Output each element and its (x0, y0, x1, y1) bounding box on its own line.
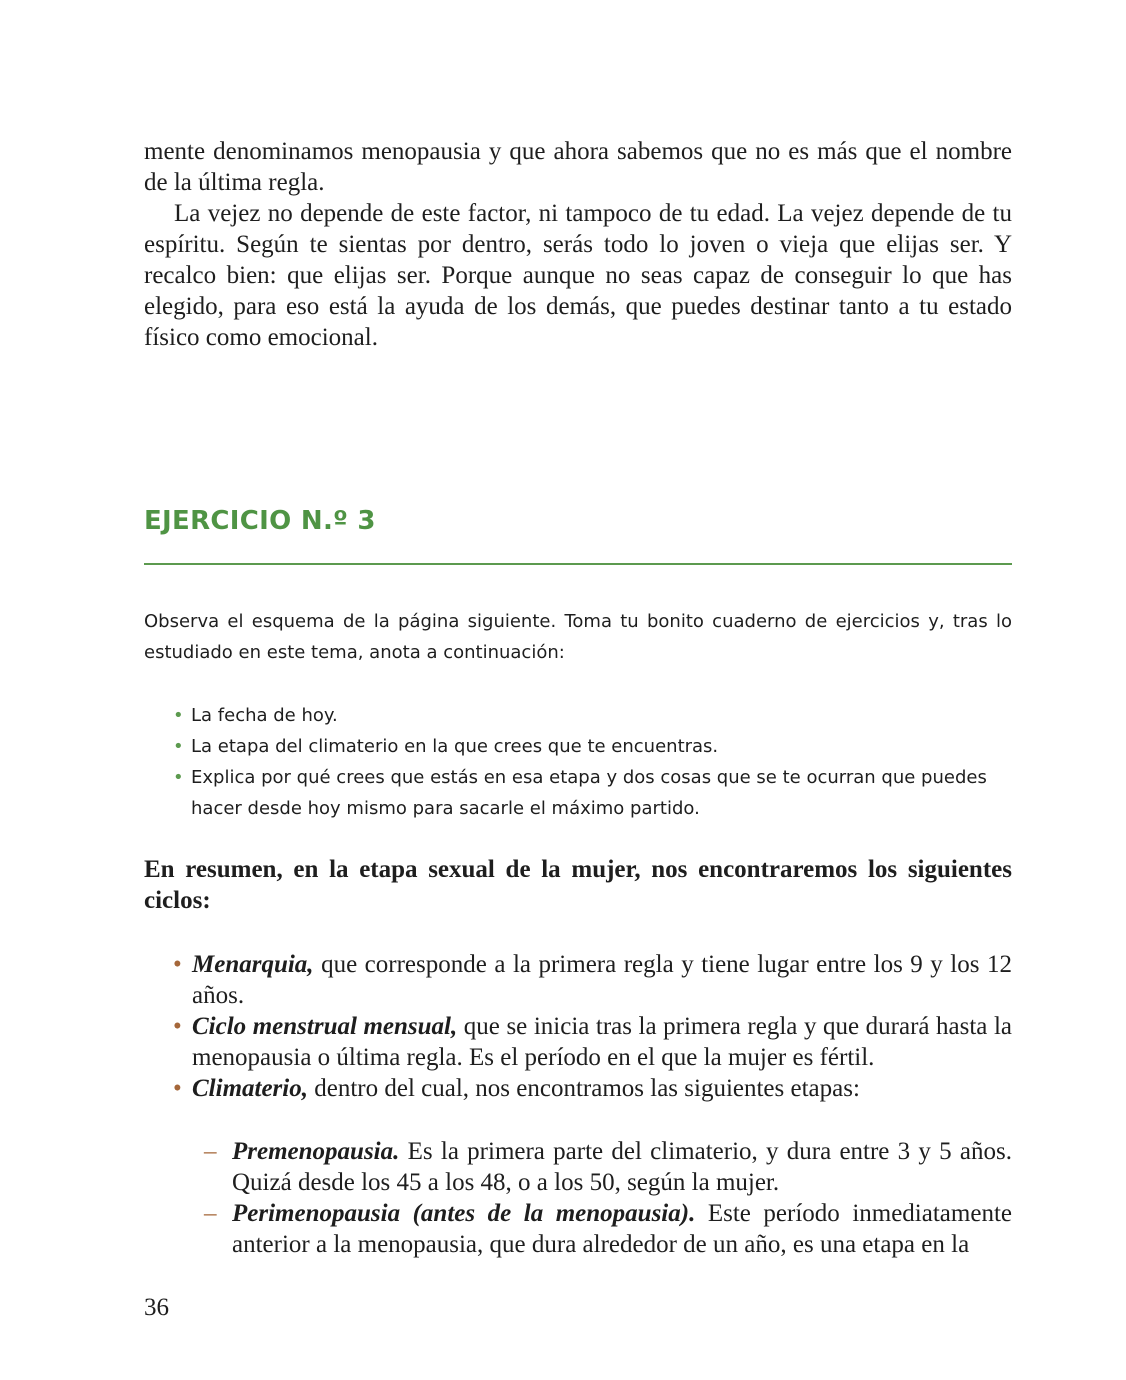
exercise-title: EJERCICIO N.º 3 (144, 506, 376, 536)
bullet-icon: • (173, 1075, 182, 1102)
list-item (144, 1136, 1012, 1198)
bullet-icon: • (173, 767, 184, 788)
summary-heading: En resumen, en la etapa sexual de la mujer, nos encontraremos los siguientes ciclos: (144, 856, 1012, 914)
term: Perimenopausia (antes de la menopausia). (232, 1200, 696, 1227)
paragraph: La vejez no depende de este factor, ni tampoco de tu edad. La vejez depende de tu espíritu. Según te sientas por dentro, serás todo lo joven o vieja que elijas ser. Y recalco bien: que elijas ser. Porque aunque no seas capaz de conseguir lo que has elegido, para eso está la ayuda de los demás, que puedes destinar tanto a tu estado físico como emocional. (144, 200, 1012, 351)
stages-list (144, 1136, 1012, 1260)
bullet-icon: • (173, 951, 182, 978)
dash-icon: – (204, 1138, 217, 1165)
bullet-icon: • (173, 705, 184, 726)
list-item-text: Explica por qué crees que estás en esa etapa y dos cosas que se te ocurran que puedes hacer desde hoy mismo para sacarle el máximo partido. (191, 767, 987, 819)
list-item-text: La etapa del climaterio en la que crees que te encuentras. (191, 736, 719, 757)
bullet-icon: • (173, 736, 184, 757)
list-item (144, 762, 1012, 824)
exercise-intro: Observa el esquema de la página siguiente. Toma tu bonito cuaderno de ejercicios y, tras lo estudiado en este tema, anota a continuación: (144, 611, 1012, 663)
definition: dentro del cual, nos encontramos las siguientes etapas: (307, 1075, 860, 1102)
list-item (144, 700, 1012, 731)
definition: que se inicia tras la primera regla y que durará hasta la menopausia o última regla. Es el período en el que la mujer es fértil. (192, 1013, 1013, 1071)
term: Premenopausia. (232, 1138, 400, 1165)
intro-text (144, 136, 1012, 353)
list-item (144, 731, 1012, 762)
list-item (144, 949, 1012, 1011)
term: Ciclo menstrual mensual, (192, 1013, 458, 1040)
term: Climaterio, (192, 1075, 308, 1102)
list-item (144, 1198, 1012, 1260)
cycles-list (144, 949, 1012, 1104)
definition: que corresponde a la primera regla y tiene lugar entre los 9 y los 12 años. (192, 951, 1012, 1009)
bullet-icon: • (173, 1013, 182, 1040)
page-number: 36 (144, 1294, 169, 1321)
list-item (144, 1073, 1012, 1104)
dash-icon: – (204, 1200, 217, 1227)
definition: Este período inmediatamente anterior a la menopausia, que dura alrededor de un año, es una etapa en la (232, 1200, 1012, 1258)
list-item-text: La fecha de hoy. (191, 705, 338, 726)
list-item (144, 1011, 1012, 1073)
definition: Es la primera parte del climaterio, y dura entre 3 y 5 años. Quizá desde los 45 a los 48, o a los 50, según la mujer. (232, 1138, 1012, 1196)
section-divider (144, 563, 1012, 565)
term: Menarquia, (192, 951, 314, 978)
exercise-list (144, 700, 1012, 824)
paragraph: mente denominamos menopausia y que ahora sabemos que no es más que el nombre de la última regla. (144, 138, 1012, 196)
